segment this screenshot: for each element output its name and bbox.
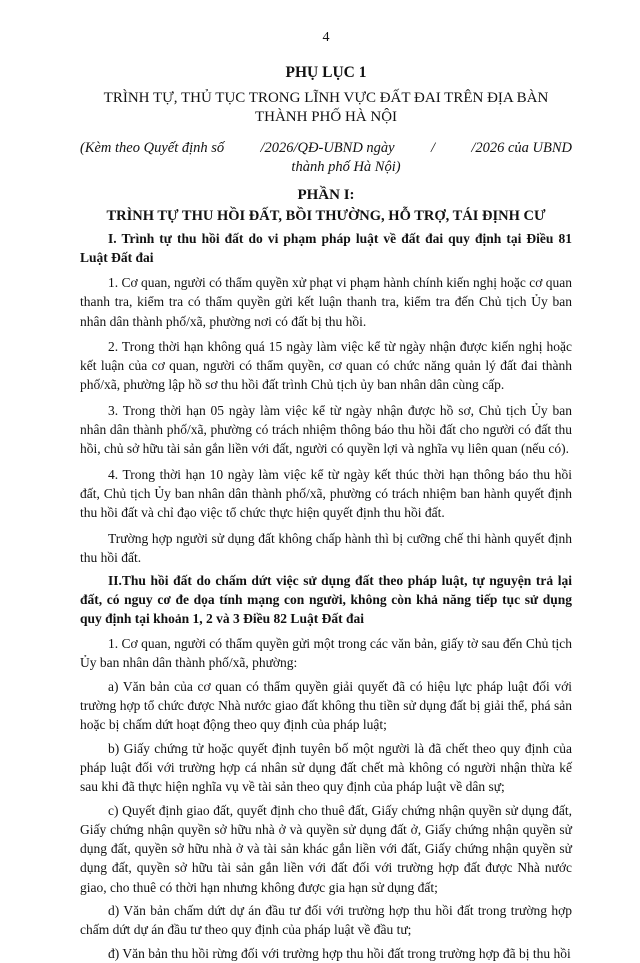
part-title: TRÌNH TỰ THU HỒI ĐẤT, BỒI THƯỜNG, HỖ TRỢ, TÁI ĐỊNH CƯ xyxy=(106,208,546,224)
section-2-intro: 1. Cơ quan, người có thẩm quyền gửi một trong các văn bản, giấy tờ sau đến Chủ tịch Ủy ban nhân dân thành phố/xã, phường: xyxy=(80,636,572,671)
subtitle-line-1: TRÌNH TỰ, THỦ TỤC TRONG LĨNH VỰC ĐẤT ĐAI TRÊN ĐỊA BÀN xyxy=(103,90,549,106)
page-number: 4 xyxy=(322,30,330,45)
section-1-paragraph: 1. Cơ quan, người có thẩm quyền xử phạt vi phạm hành chính kiến nghị hoặc cơ quan thanh tra, kiểm tra có thẩm quyền gửi kết luận thanh tra, kiểm tra đến Chủ tịch Ủy ban nhân dân thành phố/xã, phường nơi có đất bị thu hồi. xyxy=(80,275,572,329)
appendix-title: PHỤ LỤC 1 xyxy=(285,64,367,81)
attach-part-4: /2026 của UBND xyxy=(471,140,572,156)
section-2-item: b) Giấy chứng tử hoặc quyết định tuyên bố một người là đã chết theo quy định của pháp luật đối với trường hợp cá nhân sử dụng đất chết mà không có người nhận thừa kế sau khi đã thực hiện nghĩa vụ về tài sản theo quy định của pháp luật về dân sự; xyxy=(80,740,572,795)
section-2-item: d) Văn bản chấm dứt dự án đầu tư đối với trường hợp thu hồi đất trong trường hợp chấm dứt dự án đầu tư theo quy định của pháp luật về đầu tư; xyxy=(80,903,572,938)
section-2-item: đ) Văn bản thu hồi rừng đối với trường hợp thu hồi đất trong trường hợp đã bị thu hồi xyxy=(108,945,571,961)
section-1-paragraph: 4. Trong thời hạn 10 ngày làm việc kể từ ngày kết thúc thời hạn thông báo thu hồi đất, Chủ tịch Ủy ban nhân dân thành phố/xã, phường có trách nhiệm ban hành quyết định thu hồi đất và chỉ đạo việc tổ chức thực hiện quyết định thu hồi đất. xyxy=(80,466,572,521)
section-1-paragraph: Trường hợp người sử dụng đất không chấp hành thì bị cưỡng chế thi hành quyết định thu hồi đất. xyxy=(80,530,572,565)
attach-line-2: thành phố Hà Nội) xyxy=(291,159,401,175)
attachment-note xyxy=(80,139,572,177)
attach-part-2: /2026/QĐ-UBND ngày xyxy=(260,140,395,156)
section-2-item: c) Quyết định giao đất, quyết định cho thuê đất, Giấy chứng nhận quyền sử dụng đất, Giấy chứng nhận quyền sở hữu nhà ở và quyền sử dụng đất ở, Giấy chứng nhận quyền sử dụng đất, quyền sở hữu nhà ở và tài sản khác gắn liền với đất, Giấy chứng nhận quyền sử dụng đất, quyền sở hữu tài sản gắn liền với đất đối với trường hợp đất được Nhà nước giao, cho thuê có thời hạn nhưng không được gia hạn sử dụng đất; xyxy=(80,802,572,895)
subtitle-line-2: THÀNH PHỐ HÀ NỘI xyxy=(254,109,398,125)
document-subtitle xyxy=(80,89,572,127)
attach-part-3: / xyxy=(430,140,435,156)
part-heading: PHẦN I: xyxy=(297,187,355,203)
attach-part-1: (Kèm theo Quyết định số xyxy=(80,140,225,156)
section-2-item: a) Văn bản của cơ quan có thẩm quyền giải quyết đã có hiệu lực pháp luật đối với trường hợp tổ chức được Nhà nước giao đất không thu tiền sử dụng đất bị giải thể, phá sản hoặc bị chấm dứt hoạt động theo quy định của pháp luật; xyxy=(80,678,572,733)
section-1-paragraph: 3. Trong thời hạn 05 ngày làm việc kể từ ngày nhận được hồ sơ, Chủ tịch Ủy ban nhân dân thành phố/xã, phường có trách nhiệm thông báo thu hồi đất cho người có đất thu hồi, chủ sở hữu tài sản gắn liền với đất, người có quyền lợi và nghĩa vụ liên quan (nếu có). xyxy=(80,402,572,457)
section-2-heading: II.Thu hồi đất do chấm dứt việc sử dụng đất theo pháp luật, tự nguyện trả lại đất, có nguy cơ đe dọa tính mạng con người, không còn khả năng tiếp tục sử dụng quy định tại khoản 1, 2 và 3 Điều 82 Luật Đất đai xyxy=(80,573,572,627)
section-1-paragraph: 2. Trong thời hạn không quá 15 ngày làm việc kể từ ngày nhận được kiến nghị hoặc kết luận của cơ quan, người có thẩm quyền, cơ quan có chức năng quản lý đất đai thành phố/xã, phường lập hồ sơ thu hồi đất trình Chủ tịch ủy ban nhân dân cùng cấp. xyxy=(80,338,572,393)
section-1-heading: I. Trình tự thu hồi đất do vi phạm pháp luật về đất đai quy định tại Điều 81 Luật Đất đai xyxy=(80,231,572,265)
